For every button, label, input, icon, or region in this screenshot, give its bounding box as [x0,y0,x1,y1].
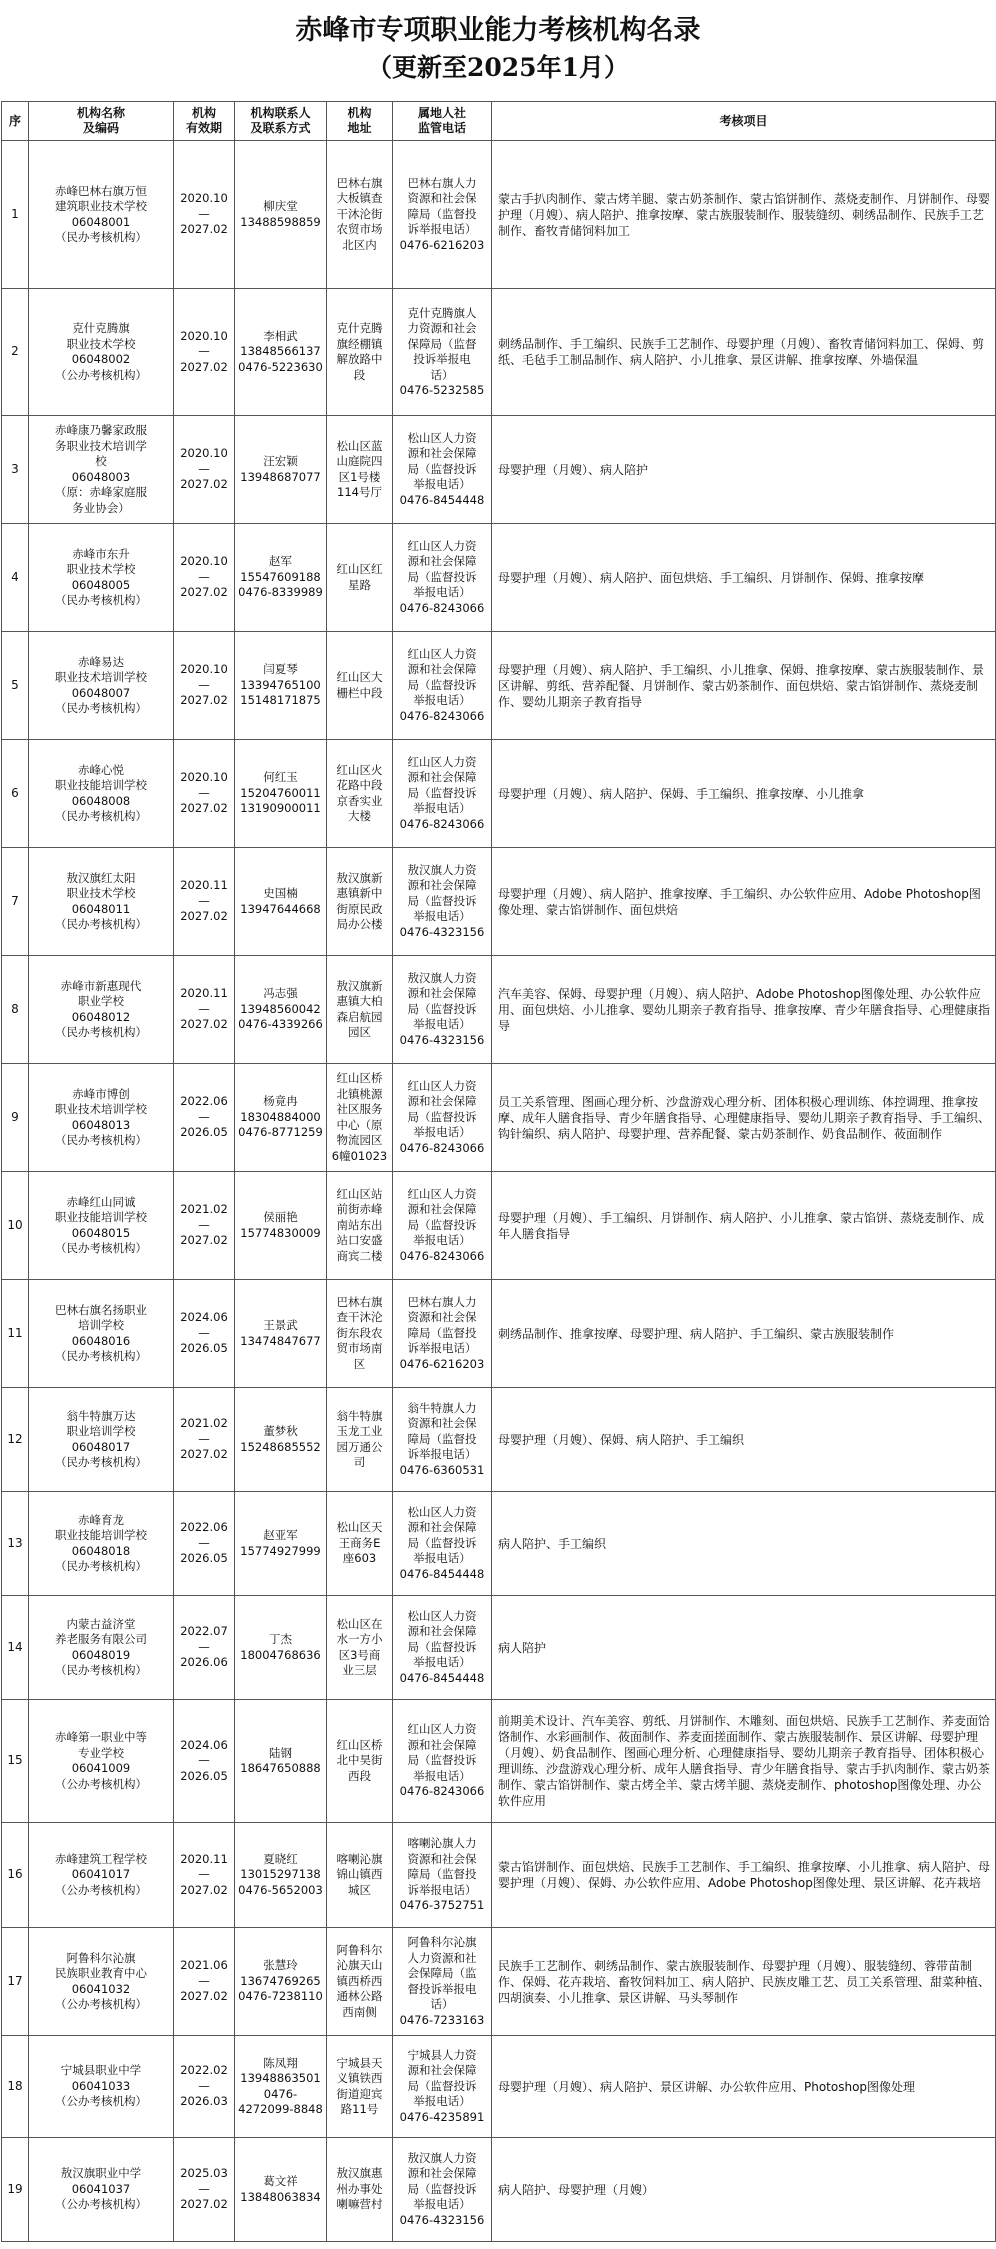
valid-period: 2020.11 — 2027.02 [174,956,235,1064]
table-row [2,848,996,956]
row-no: 5 [2,632,29,740]
assessment-projects: 母婴护理（月嫂）、病人陪护、景区讲解、办公软件应用、Photoshop图像处理 [492,2036,996,2138]
row-no: 17 [2,1928,29,2036]
row-no: 7 [2,848,29,956]
row-no: 12 [2,1388,29,1492]
institution-address: 松山区蓝 山庭院四 区1号楼 114号厅 [327,416,393,524]
contact-info: 赵亚军 15774927999 [235,1492,327,1596]
supervisor-phone: 敖汉旗人力资 源和社会保障 局（监督投诉 举报电话） 0476-4323156 [393,848,492,956]
institution-name: 巴林右旗名扬职业 培训学校 06048016 （民办考核机构） [29,1280,174,1388]
contact-info: 史国楠 13947644668 [235,848,327,956]
valid-period: 2020.10 — 2027.02 [174,740,235,848]
institution-address: 红山区桥 北中昊街 西段 [327,1700,393,1823]
assessment-projects: 病人陪护、母婴护理（月嫂） [492,2138,996,2242]
document-title: 赤峰市专项职业能力考核机构名录 [295,15,701,46]
contact-info: 王景武 13474847677 [235,1280,327,1388]
valid-period: 2020.11 — 2027.02 [174,848,235,956]
table-row [2,1492,996,1596]
table-row [2,1172,996,1280]
assessment-projects: 母婴护理（月嫂）、病人陪护、推拿按摩、手工编织、办公软件应用、Adobe Photoshop图像处理、蒙古馅饼制作、面包烘焙 [492,848,996,956]
contact-info: 张慧玲 13674769265 0476-7238110 [235,1928,327,2036]
contact-info: 赵军 15547609188 0476-8339989 [235,524,327,632]
contact-info: 柳庆堂 13488598859 [235,141,327,289]
header-supervisor: 属地人社 监管电话 [393,102,492,141]
supervisor-phone: 红山区人力资 源和社会保障 局（监督投诉 举报电话） 0476-8243066 [393,1700,492,1823]
assessment-projects: 病人陪护、手工编织 [492,1492,996,1596]
valid-period: 2022.02 — 2026.03 [174,2036,235,2138]
row-no: 1 [2,141,29,289]
institution-address: 红山区桥 北镇桃源 社区服务 中心（原 物流园区 6幢01023 [327,1064,393,1172]
table-row [2,416,996,524]
institution-name: 赤峰易达 职业技术培训学校 06048007 （民办考核机构） [29,632,174,740]
valid-period: 2022.06 — 2026.05 [174,1492,235,1596]
assessment-projects: 母婴护理（月嫂）、手工编织、月饼制作、病人陪护、小儿推拿、蒙古馅饼、蒸烧麦制作、成年人膳食指导 [492,1172,996,1280]
supervisor-phone: 巴林右旗人力 资源和社会保 障局（监督投 诉举报电话） 0476-6216203 [393,1280,492,1388]
header-no: 序 [2,102,29,141]
institution-address: 红山区站 前街赤峰 南站东出 站口安盛 商宾二楼 [327,1172,393,1280]
supervisor-phone: 克什克腾旗人 力资源和社会 保障局（监督 投诉举报电 话） 0476-5232585 [393,289,492,416]
row-no: 6 [2,740,29,848]
header-contact: 机构联系人 及联系方式 [235,102,327,141]
document-subtitle: （更新至2025年1月） [367,53,629,82]
supervisor-phone: 红山区人力资 源和社会保障 局（监督投诉 举报电话） 0476-8243066 [393,632,492,740]
contact-info: 董梦秋 15248685552 [235,1388,327,1492]
institution-address: 松山区天 王商务E 座603 [327,1492,393,1596]
institution-name: 敖汉旗红太阳 职业技术学校 06048011 （民办考核机构） [29,848,174,956]
institution-address: 松山区在 水一方小 区3号商 业三层 [327,1596,393,1700]
contact-info: 葛文祥 13848063834 [235,2138,327,2242]
valid-period: 2020.10 — 2027.02 [174,416,235,524]
valid-period: 2022.07 — 2026.06 [174,1596,235,1700]
institution-address: 敖汉旗新 惠镇大柏 森启航园 园区 [327,956,393,1064]
supervisor-phone: 宁城县人力资 源和社会保障 局（监督投诉 举报电话） 0476-4235891 [393,2036,492,2138]
assessment-projects: 前期美术设计、汽车美容、剪纸、月饼制作、木雕刻、面包烘焙、民族手工艺制作、荞麦面饸饹制作、水彩画制作、莜面制作、荞麦面搓面制作、蒙古族服装制作、景区讲解、母婴护理（月嫂）、奶食品制作、图画心理分析、心理健康指导、婴幼儿期亲子教育指导、团体积极心理训练、沙盘游戏心理分析、成年人膳食指导、青少年膳食指导、蒙古手扒肉制作、蒙古奶茶制作、蒙古馅饼制作、蒙古烤全羊、蒙古烤羊腿、蒸烧麦制作、photoshop图像处理、办公软件应用 [492,1700,996,1823]
table-body [2,141,996,2242]
institution-name: 克什克腾旗 职业技术学校 06048002 （公办考核机构） [29,289,174,416]
row-no: 4 [2,524,29,632]
supervisor-phone: 喀喇沁旗人力 资源和社会保 障局（监督投 诉举报电话） 0476-3752751 [393,1823,492,1928]
valid-period: 2022.06 — 2026.05 [174,1064,235,1172]
institution-address: 红山区火 花路中段 京香实业 大楼 [327,740,393,848]
valid-period: 2025.03 — 2027.02 [174,2138,235,2242]
row-no: 11 [2,1280,29,1388]
table-row [2,740,996,848]
supervisor-phone: 敖汉旗人力资 源和社会保障 局（监督投诉 举报电话） 0476-4323156 [393,2138,492,2242]
row-no: 10 [2,1172,29,1280]
institution-address: 宁城县天 义镇铁西 街道迎宾 路11号 [327,2036,393,2138]
valid-period: 2020.11 — 2027.02 [174,1823,235,1928]
institution-table [1,101,996,2242]
assessment-projects: 民族手工艺制作、刺绣品制作、蒙古族服装制作、母婴护理（月嫂）、服装缝纫、蓉带苗制作、保姆、花卉栽培、畜牧饲料加工、病人陪护、民族皮雕工艺、员工关系管理、甜菜种植、四胡演奏、小儿推拿、景区讲解、马头琴制作 [492,1928,996,2036]
assessment-projects: 刺绣品制作、推拿按摩、母婴护理、病人陪护、手工编织、蒙古族服装制作 [492,1280,996,1388]
row-no: 18 [2,2036,29,2138]
supervisor-phone: 松山区人力资 源和社会保障 局（监督投诉 举报电话） 0476-8454448 [393,416,492,524]
supervisor-phone: 红山区人力资 源和社会保障 局（监督投诉 举报电话） 0476-8243066 [393,1064,492,1172]
supervisor-phone: 松山区人力资 源和社会保障 局（监督投诉 举报电话） 0476-8454448 [393,1492,492,1596]
institution-name: 宁城县职业中学 06041033 （公办考核机构） [29,2036,174,2138]
assessment-projects: 病人陪护 [492,1596,996,1700]
institution-name: 赤峰巴林右旗万恒 建筑职业技术学校 06048001 （民办考核机构） [29,141,174,289]
table-row [2,1280,996,1388]
institution-name: 赤峰育龙 职业技能培训学校 06048018 （民办考核机构） [29,1492,174,1596]
header-address: 机构 地址 [327,102,393,141]
table-header-row [2,102,996,141]
valid-period: 2024.06 — 2026.05 [174,1280,235,1388]
table-row [2,632,996,740]
supervisor-phone: 红山区人力资 源和社会保障 局（监督投诉 举报电话） 0476-8243066 [393,740,492,848]
header-name: 机构名称 及编码 [29,102,174,141]
valid-period: 2021.06 — 2027.02 [174,1928,235,2036]
assessment-projects: 汽车美容、保姆、母婴护理（月嫂）、病人陪护、Adobe Photoshop图像处理、办公软件应用、面包烘焙、小儿推拿、婴幼儿期亲子教育指导、推拿按摩、青少年膳食指导、心理健康指导 [492,956,996,1064]
valid-period: 2020.10 — 2027.02 [174,632,235,740]
contact-info: 夏晓红 13015297138 0476-5652003 [235,1823,327,1928]
table-row [2,1700,996,1823]
contact-info: 丁杰 18004768636 [235,1596,327,1700]
institution-address: 敖汉旗新 惠镇新中 街原民政 局办公楼 [327,848,393,956]
table-row [2,2138,996,2242]
valid-period: 2021.02 — 2027.02 [174,1172,235,1280]
institution-name: 赤峰建筑工程学校 06041017 （公办考核机构） [29,1823,174,1928]
institution-address: 阿鲁科尔 沁旗天山 镇西桥西 通林公路 西南侧 [327,1928,393,2036]
valid-period: 2024.06 — 2026.05 [174,1700,235,1823]
table-row [2,1388,996,1492]
institution-name: 赤峰市博创 职业技术培训学校 06048013 （民办考核机构） [29,1064,174,1172]
contact-info: 杨竟冉 18304884000 0476-8771259 [235,1064,327,1172]
supervisor-phone: 翁牛特旗人力 资源和社会保 障局（监督投 诉举报电话） 0476-6360531 [393,1388,492,1492]
supervisor-phone: 红山区人力资 源和社会保障 局（监督投诉 举报电话） 0476-8243066 [393,1172,492,1280]
assessment-projects: 蒙古手扒肉制作、蒙古烤羊腿、蒙古奶茶制作、蒙古馅饼制作、蒸烧麦制作、月饼制作、母婴护理（月嫂）、病人陪护、推拿按摩、蒙古族服装制作、服装缝纫、刺绣品制作、民族手工艺制作、畜牧青储饲料加工 [492,141,996,289]
contact-info: 陈凤翔 13948863501 0476- 4272099-8848 [235,2036,327,2138]
row-no: 8 [2,956,29,1064]
assessment-projects: 刺绣品制作、手工编织、民族手工艺制作、母婴护理（月嫂）、畜牧青储饲料加工、保姆、剪纸、毛毡手工制品制作、病人陪护、小儿推拿、景区讲解、推拿按摩、外墙保温 [492,289,996,416]
table-row [2,1596,996,1700]
institution-name: 内蒙古益济堂 养老服务有限公司 06048019 （民办考核机构） [29,1596,174,1700]
assessment-projects: 母婴护理（月嫂）、病人陪护、手工编织、小儿推拿、保姆、推拿按摩、蒙古族服装制作、景区讲解、剪纸、营养配餐、月饼制作、蒙古奶茶制作、面包烘焙、蒙古馅饼制作、蒸烧麦制作、婴幼儿期亲子教育指导 [492,632,996,740]
assessment-projects: 员工关系管理、图画心理分析、沙盘游戏心理分析、团体积极心理训练、体控调理、推拿按摩、成年人膳食指导、青少年膳食指导、心理健康指导、婴幼儿期亲子教育指导、手工编织、钩针编织、病人陪护、母婴护理、营养配餐、蒙古奶茶制作、奶食品制作、莜面制作 [492,1064,996,1172]
valid-period: 2021.02 — 2027.02 [174,1388,235,1492]
institution-address: 巴林右旗 大板镇查 干沐沦街 农贸市场 北区内 [327,141,393,289]
contact-info: 李相武 13848566137 0476-5223630 [235,289,327,416]
assessment-projects: 母婴护理（月嫂）、保姆、病人陪护、手工编织 [492,1388,996,1492]
institution-name: 赤峰心悦 职业技能培训学校 06048008 （民办考核机构） [29,740,174,848]
row-no: 15 [2,1700,29,1823]
institution-address: 红山区大 栅栏中段 [327,632,393,740]
table-row [2,1064,996,1172]
institution-address: 克什克腾 旗经棚镇 解放路中 段 [327,289,393,416]
institution-name: 赤峰市新惠现代 职业学校 06048012 （民办考核机构） [29,956,174,1064]
contact-info: 冯志强 13948560042 0476-4339266 [235,956,327,1064]
table-row [2,1928,996,2036]
assessment-projects: 母婴护理（月嫂）、病人陪护 [492,416,996,524]
institution-address: 红山区红 星路 [327,524,393,632]
assessment-projects: 蒙古馅饼制作、面包烘焙、民族手工艺制作、手工编织、推拿按摩、小儿推拿、病人陪护、母婴护理（月嫂）、保姆、办公软件应用、Adobe Photoshop图像处理、景区讲解、花卉栽培 [492,1823,996,1928]
contact-info: 陆钢 18647650888 [235,1700,327,1823]
contact-info: 汪宏颖 13948687077 [235,416,327,524]
contact-info: 何红玉 15204760011 13190900011 [235,740,327,848]
institution-name: 赤峰红山同诚 职业技能培训学校 06048015 （民办考核机构） [29,1172,174,1280]
supervisor-phone: 松山区人力资 源和社会保障 局（监督投诉 举报电话） 0476-8454448 [393,1596,492,1700]
table-row [2,1823,996,1928]
header-period: 机构 有效期 [174,102,235,141]
table-row [2,956,996,1064]
institution-name: 翁牛特旗万达 职业培训学校 06048017 （民办考核机构） [29,1388,174,1492]
contact-info: 闫夏琴 13394765100 15148171875 [235,632,327,740]
institution-name: 敖汉旗职业中学 06041037 （公办考核机构） [29,2138,174,2242]
row-no: 14 [2,1596,29,1700]
row-no: 19 [2,2138,29,2242]
institution-name: 赤峰第一职业中等 专业学校 06041009 （公办考核机构） [29,1700,174,1823]
row-no: 9 [2,1064,29,1172]
institution-address: 巴林右旗 查干沐沦 街东段农 贸市场南 区 [327,1280,393,1388]
assessment-projects: 母婴护理（月嫂）、病人陪护、面包烘焙、手工编织、月饼制作、保姆、推拿按摩 [492,524,996,632]
contact-info: 侯丽艳 15774830009 [235,1172,327,1280]
supervisor-phone: 敖汉旗人力资 源和社会保障 局（监督投诉 举报电话） 0476-4323156 [393,956,492,1064]
table-row [2,2036,996,2138]
supervisor-phone: 红山区人力资 源和社会保障 局（监督投诉 举报电话） 0476-8243066 [393,524,492,632]
institution-name: 阿鲁科尔沁旗 民族职业教育中心 06041032 （公办考核机构） [29,1928,174,2036]
assessment-projects: 母婴护理（月嫂）、病人陪护、保姆、手工编织、推拿按摩、小儿推拿 [492,740,996,848]
row-no: 2 [2,289,29,416]
institution-name: 赤峰康乃馨家政服 务职业技术培训学 校 06048003 （原：赤峰家庭服 务业协会） [29,416,174,524]
institution-address: 翁牛特旗 玉龙工业 园万通公 司 [327,1388,393,1492]
valid-period: 2020.10 — 2027.02 [174,141,235,289]
row-no: 13 [2,1492,29,1596]
table-row [2,141,996,289]
supervisor-phone: 阿鲁科尔沁旗 人力资源和社 会保障局（监 督投诉举报电 话） 0476-7233163 [393,1928,492,2036]
valid-period: 2020.10 — 2027.02 [174,524,235,632]
header-projects: 考核项目 [492,102,996,141]
table-row [2,289,996,416]
valid-period: 2020.10 — 2027.02 [174,289,235,416]
row-no: 16 [2,1823,29,1928]
table-row [2,524,996,632]
institution-address: 敖汉旗惠 州办事处 喇嘛营村 [327,2138,393,2242]
supervisor-phone: 巴林右旗人力 资源和社会保 障局（监督投 诉举报电话） 0476-6216203 [393,141,492,289]
row-no: 3 [2,416,29,524]
institution-address: 喀喇沁旗 锦山镇西 城区 [327,1823,393,1928]
institution-name: 赤峰市东升 职业技术学校 06048005 （民办考核机构） [29,524,174,632]
